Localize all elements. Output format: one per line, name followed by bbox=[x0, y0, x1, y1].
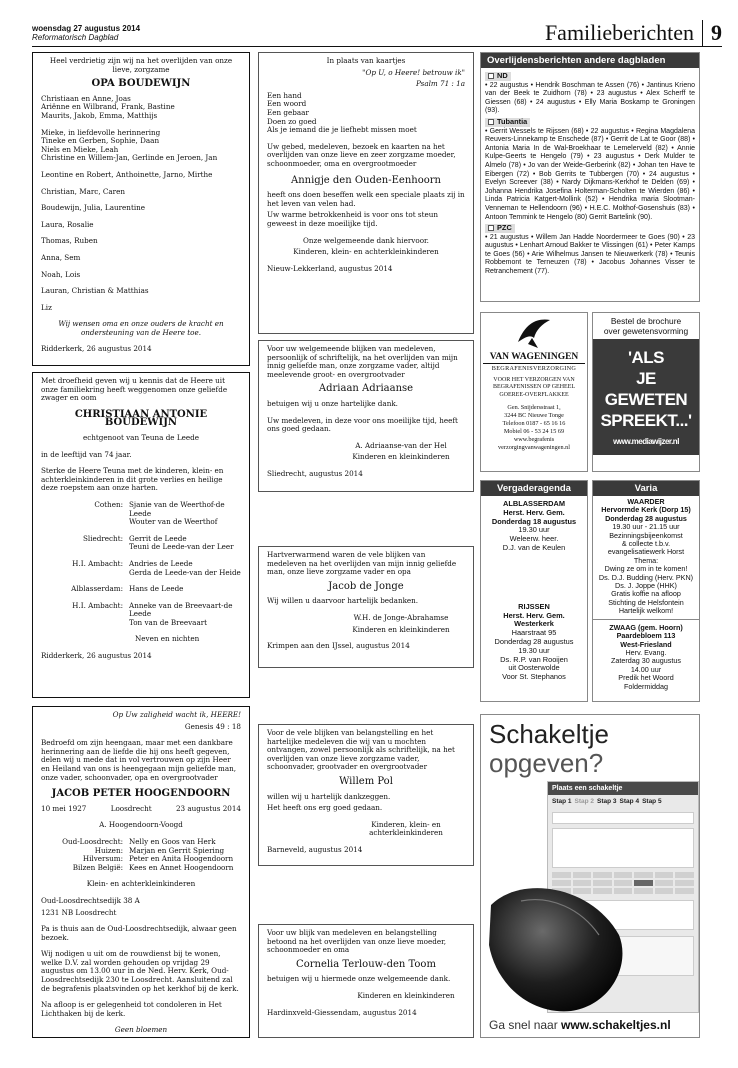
page-number: 9 bbox=[702, 20, 722, 46]
thanks-line: Het heeft ons erg goed gedaan. bbox=[267, 803, 383, 813]
varia-region: West-Friesland bbox=[620, 639, 672, 649]
notice-footer: Ridderkerk, 26 augustus 2014 bbox=[41, 344, 152, 354]
family-line: Niels en Mieke, Leah bbox=[41, 144, 119, 154]
company-desc: VOOR HET VERZORGEN VAN bbox=[493, 377, 575, 383]
agenda-speaker: Weleerw. heer. bbox=[509, 534, 559, 544]
schakeltjes-url[interactable]: www.schakeltjes.nl bbox=[561, 1018, 671, 1032]
brochure-line: over gewetensvorming bbox=[603, 326, 689, 336]
company-website[interactable]: verzorgingvanwageningen.nl bbox=[498, 444, 570, 452]
ad-headline: Schakeltje bbox=[489, 719, 609, 749]
varia-line: Predik het Woord bbox=[618, 673, 674, 683]
varia-line: 19.30 uur - 21.15 uur bbox=[612, 522, 680, 532]
family-line: Christiaan en Anne, Joas bbox=[41, 93, 131, 103]
agenda-date: Donderdag 18 augustus bbox=[491, 516, 577, 526]
varia-venue: Paardebloem 113 bbox=[616, 631, 676, 641]
thanks-line: betuigen wij u onze hartelijke dank. bbox=[267, 398, 398, 408]
screen-title: Plaats een schakeltje bbox=[548, 782, 698, 795]
home-text: Pa is thuis aan de Oud-Loosdrechtsedijk, alwaar geen bezoek. bbox=[41, 924, 237, 942]
thanks-line: Onze welgemeende dank hiervoor. bbox=[303, 235, 429, 245]
signature: A. Adriaanse-van der Hel bbox=[355, 440, 447, 450]
region-text: • 21 augustus • Willem Jan Hadde Noordermeer te Goes (90) • 23 augustus • Lenhart Arnoud Bakker te Vlissingen (61) • Peter Kamps te Goes (56) • Arie Wilhelmus Jansen te Nieuwerkerk (78) • Teunis Robbemont te Terneuzen (78) • Jacobus Johannes Visser te Retranchement (77). bbox=[485, 233, 695, 276]
thanks-line: Wij willen u daarvoor hartelijk bedanken. bbox=[267, 596, 419, 606]
strength-text: Sterke de Heere Teuna met de kinderen, klein- en achterkleinkinderen in dit grote verlies en heilige deze roepstem aan onze harten. bbox=[41, 466, 224, 493]
relative-place: H.I. Ambacht: bbox=[72, 558, 123, 568]
varia-line: Dwing ze om in te komen! bbox=[604, 564, 688, 574]
region-text: • Gerrit Wessels te Rijssen (68) • 22 augustus • Regina Magdalena Reuvers-Linnekamp te Enschede (87) • Gerrit de Lat te Goor (88) • Antonia Maria In de Wal-Broekhaar te Lemelerveld (82) • Annie Kulpe-Geerts te Hengelo (79) • 23 augustus • Derk Mulder te Almelo (78) • Jo van der Weide-Gerberink (82) • Johan ten Have te Eibergen (72) • Bob Gerrits te Tubbergen (70) • 24 augustus • Evelyn Screever (38) • Nardy Dijkmans-Kerkhof te Delden (69) • Johanna Hendrika Josefina Holterman-Scholten te Wierden (86) • Linda Patricia Katgert-Mollink (52) • Hendrika maria Slootman-Venneman te Hellendoorn (96) • H.E.C. Molthof-Gosenshuis (83) • Antoon Temmink te Hengelo (80) Gerrit Bartelink (90). bbox=[485, 127, 695, 221]
signature: Kinderen en kleinkinderen bbox=[352, 452, 450, 462]
bible-verse: "Op U, o Heere! betrouw ik" bbox=[362, 67, 465, 77]
varia-section bbox=[592, 480, 700, 702]
notice-intro: Heel verdrietig zijn wij na het overlijden van onze lieve, zorgzame bbox=[49, 56, 233, 74]
notice-text: Uw gebed, medeleven, bezoek en kaarten na het overlijden van onze lieve en zeer zorgzame moeder, schoonmoeder, oma en overgrootmoeder bbox=[267, 141, 456, 168]
region-label bbox=[485, 72, 511, 81]
thanks-line: willen wij u hartelijk dankzeggen. bbox=[267, 791, 391, 801]
relative-row bbox=[41, 501, 241, 518]
schakeltje-ad bbox=[480, 714, 700, 1038]
agenda-place: ALBLASSERDAM bbox=[503, 499, 565, 508]
relative-place: Hilversum: bbox=[82, 854, 123, 864]
family-line: Anna, Sem bbox=[41, 252, 81, 262]
relative-row bbox=[41, 585, 241, 594]
dove-logo-icon bbox=[483, 316, 585, 352]
varia-line: Hartelijk welkom! bbox=[618, 606, 674, 616]
agenda-item bbox=[481, 496, 587, 553]
poem-line: Een gebaar bbox=[267, 107, 309, 117]
slogan-line: JE bbox=[636, 369, 656, 388]
agenda-date: Donderdag 28 augustus bbox=[494, 636, 574, 646]
relative-place: Cothen: bbox=[94, 499, 123, 509]
varia-line: Foldermiddag bbox=[624, 681, 668, 691]
step-tab[interactable]: Stap 1 bbox=[552, 798, 572, 805]
other-newspapers-sidebar bbox=[480, 52, 700, 302]
nephews-line: Neven en nichten bbox=[135, 634, 200, 644]
ad-footer bbox=[481, 1013, 699, 1037]
relative-row bbox=[41, 518, 241, 527]
agenda-time: 19.30 uur bbox=[518, 645, 550, 655]
notice-text: heeft ons doen beseffen welk een speciale plaats zij in het leven van velen had. bbox=[267, 190, 465, 208]
deceased-name: Willem Pol bbox=[339, 775, 393, 787]
notice-text: Voor uw blijk van medeleven en belangstelling betoond na het overlijden van onze lieve moeder, schoonmoeder en oma bbox=[267, 928, 447, 955]
varia-line: Bezinningsbijeenkomst bbox=[609, 530, 683, 540]
mediawijzer-url[interactable]: www.mediawijzer.nl bbox=[613, 437, 679, 446]
signature: Kinderen, klein- en achterkleinkinderen bbox=[369, 819, 443, 838]
mediawijzer-ad bbox=[592, 312, 700, 472]
family-line: Thomas, Ruben bbox=[41, 236, 98, 246]
company-address: 3244 BC Nieuwe Tonge bbox=[504, 412, 564, 420]
relative-name: Gerrit de Leede bbox=[129, 533, 187, 543]
agenda-title: Vergaderagenda bbox=[481, 481, 587, 496]
deceased-name: Adriaan Adriaanse bbox=[318, 383, 414, 395]
company-mobile: Mobiel 06 - 53 24 15 69 bbox=[503, 428, 565, 436]
company-name: VAN WAGENINGEN bbox=[483, 352, 585, 364]
notice-text: Voor uw welgemeende blijken van medeleven, persoonlijk of schriftelijk, na het overlijden van mijn innig geliefde man, onze zorgzame vader, altijd meelevende groot- en overgrootvader bbox=[267, 344, 458, 379]
notice-jacob-hoogendoorn bbox=[32, 706, 250, 1038]
relative-name: Andries de Leede bbox=[129, 558, 193, 568]
company-tagline: BEGRAFENISVERZORGING bbox=[491, 365, 577, 372]
signature: W.H. de Jonge-Abrahamse bbox=[353, 612, 449, 622]
notice-header: In plaats van kaartjes bbox=[326, 56, 406, 65]
relative-place: Oud-Loosdrecht: bbox=[62, 836, 123, 846]
deceased-name: JACOB PETER HOOGENDOORN bbox=[51, 788, 231, 800]
agenda-speaker: Ds. R.P. van Rooijen bbox=[500, 654, 568, 664]
bible-reference: Genesis 49 : 18 bbox=[184, 721, 241, 731]
agenda-speaker: D.J. van de Keulen bbox=[502, 542, 566, 552]
family-line: Liz bbox=[41, 302, 52, 312]
notice-willem-pol bbox=[258, 724, 474, 866]
sidebar-title: Overlijdensberichten andere dagbladen bbox=[481, 53, 699, 68]
varia-date: Donderdag 28 augustus bbox=[605, 513, 687, 523]
notice-text: Uw medeleven, in deze voor ons moeilijke tijd, heeft ons goed gedaan. bbox=[267, 415, 458, 434]
relative-name: Hans de Leede bbox=[129, 584, 184, 594]
checkbox-icon bbox=[488, 73, 494, 79]
family-line: Christian, Marc, Caren bbox=[41, 186, 126, 196]
relative-name: Peter en Anita Hoogendoorn bbox=[129, 854, 234, 864]
region-label bbox=[485, 118, 530, 127]
notice-footer: Krimpen aan den IJssel, augustus 2014 bbox=[267, 641, 410, 651]
relatives-list bbox=[41, 501, 241, 628]
family-line: Lauran, Christian & Matthias bbox=[41, 286, 149, 296]
notice-footer: Nieuw-Lekkerland, augustus 2014 bbox=[267, 263, 393, 273]
brochure-line: Bestel de brochure bbox=[610, 316, 682, 326]
relative-name: Anneke van de Breevaart-de Leede bbox=[129, 600, 233, 619]
agenda-church: Herst. Herv. Gem. bbox=[503, 610, 565, 620]
family-line: Tineke en Gerben, Sophie, Daan bbox=[41, 136, 160, 146]
relative-place bbox=[41, 569, 129, 578]
region-block bbox=[481, 68, 699, 279]
family-list bbox=[41, 95, 241, 313]
deceased-name: Cornelia Terlouw-den Toom bbox=[296, 958, 436, 970]
death-date: 23 augustus 2014 bbox=[175, 803, 241, 813]
relative-place: Huizen: bbox=[94, 845, 123, 855]
company-phone: Telefoon 0187 - 65 16 16 bbox=[502, 420, 566, 428]
checkbox-icon bbox=[488, 225, 494, 231]
region-name: PZC bbox=[497, 223, 512, 233]
slogan-panel bbox=[593, 339, 699, 455]
varia-place: ZWAAG (gem. Hoorn) bbox=[609, 622, 683, 632]
header-rule bbox=[32, 46, 722, 47]
company-desc: GOEREE-OVERFLAKKEE bbox=[499, 391, 569, 398]
checkbox-icon bbox=[488, 119, 494, 125]
relative-name: Ton van de Breevaart bbox=[129, 617, 208, 627]
relative-name: Gerda de Leede-van der Heide bbox=[129, 567, 241, 577]
varia-line: Ds. D.J. Budding (Herv. PKN) bbox=[598, 572, 694, 582]
form-field[interactable] bbox=[552, 812, 694, 824]
varia-line: Stichting de Helsfontein bbox=[608, 597, 684, 607]
relative-place: Alblasserdam: bbox=[71, 584, 123, 594]
relative-name: Kees en Annet Hoogendoorn bbox=[129, 862, 234, 872]
section-title: Familieberichten bbox=[544, 20, 694, 45]
page-header-right bbox=[545, 20, 722, 46]
notice-intro: Met droefheid geven wij u kennis dat de Heere uit onze familiekring heeft weggenomen onze geliefde zwager en oom bbox=[41, 376, 228, 403]
brochure-header bbox=[593, 313, 699, 339]
family-line: Ariënne en Wilbrand, Frank, Bastine bbox=[41, 102, 175, 112]
bible-verse: Op Uw zaligheid wacht ik, HEERE! bbox=[112, 710, 241, 719]
relative-place: Bilzen België: bbox=[72, 862, 123, 872]
step-tab[interactable]: Stap 3 bbox=[597, 798, 617, 805]
relative-name: Wouter van de Weerthof bbox=[129, 517, 218, 527]
company-address: Gen. Snijdersstraat 1, bbox=[507, 404, 561, 412]
poem-line: Een hand bbox=[267, 90, 302, 100]
relative-place: H.I. Ambacht: bbox=[72, 600, 123, 610]
address-line: 1231 NB Loosdrecht bbox=[41, 907, 117, 917]
footer-text: Ga snel naar bbox=[489, 1018, 562, 1032]
birth-date: 10 mei 1927 bbox=[41, 803, 87, 813]
poem-line: Een woord bbox=[267, 99, 307, 109]
newspaper-name: Reformatorisch Dagblad bbox=[32, 33, 119, 42]
signature: Kinderen, klein- en achterkleinkinderen bbox=[293, 247, 439, 257]
issue-date: woensdag 27 augustus 2014 bbox=[32, 24, 141, 33]
varia-line: Herv. Evang. bbox=[625, 647, 667, 657]
step-bar bbox=[548, 795, 698, 808]
computer-mouse-icon bbox=[481, 865, 631, 1015]
varia-line: 14.00 uur bbox=[630, 664, 662, 674]
birth-place: Loosdrecht bbox=[110, 803, 152, 813]
varia-line: Ds. J. Joppe (HHK) bbox=[615, 581, 677, 591]
notice-annigje-den-ouden bbox=[258, 52, 474, 334]
relative-row bbox=[41, 569, 241, 578]
spouse-line: A. Hoogendoorn-Voogd bbox=[99, 820, 183, 830]
varia-place: WAARDER bbox=[627, 497, 665, 506]
page-header-left bbox=[32, 24, 140, 42]
agenda-church: Herst. Herv. Gem. bbox=[503, 507, 565, 517]
notice-intro: Bedroefd om zijn heengaan, maar met een dankbare herinnering aan de liefde die hij ons heeft gegeven, delen wij u mede dat in vol vertrouwen op zijn Heer en Heiland van ons is heengegaan mijn geliefde man, onze vader, schoonvader, opa en overgrootvader bbox=[41, 738, 237, 782]
family-line: Christine en Willem-Jan, Gerlinde en Jeroen, Jan bbox=[41, 153, 218, 163]
varia-title: Varia bbox=[593, 481, 699, 496]
varia-item bbox=[593, 496, 699, 616]
varia-line: & collecte t.b.v. bbox=[621, 539, 671, 549]
agenda-speaker: uit Oosterwolde bbox=[508, 663, 560, 673]
notice-footer: Barneveld, augustus 2014 bbox=[267, 844, 363, 854]
deceased-name: CHRISTIAAN ANTONIE BOUDEWIJN bbox=[74, 408, 208, 429]
notice-footer: Hardinxveld-Giessendam, augustus 2014 bbox=[267, 1007, 417, 1017]
family-line: Laura, Rosalie bbox=[41, 219, 94, 229]
step-tab[interactable]: Stap 5 bbox=[642, 798, 662, 805]
condolence-text: Na afloop is er gelegenheid tot condoleren in Het Lichthaken bij de kerk. bbox=[41, 1000, 222, 1018]
slogan-line: GEWETEN bbox=[604, 390, 688, 409]
meeting-agenda bbox=[480, 480, 588, 702]
age-line: in de leeftijd van 74 jaar. bbox=[41, 449, 132, 459]
varia-item bbox=[593, 619, 699, 691]
address-line: Oud-Loosdrechtsedijk 38 A bbox=[41, 895, 140, 905]
agenda-time: 19.30 uur bbox=[518, 525, 550, 535]
poem bbox=[267, 92, 465, 135]
relative-name: Marjan en Gerrit Spiering bbox=[129, 845, 225, 855]
varia-line: Thema: bbox=[633, 555, 659, 565]
relative-row bbox=[41, 602, 241, 619]
notice-quote: Wij wensen oma en onze ouders de kracht en ondersteuning van de Heere toe. bbox=[58, 319, 224, 337]
grandchildren-line: Klein- en achterkleinkinderen bbox=[86, 879, 196, 889]
family-line: Mieke, in liefdevolle herinnering bbox=[41, 127, 161, 137]
varia-line: Zaterdag 30 augustus bbox=[611, 656, 681, 666]
region-text: • 22 augustus • Hendrik Boschman te Assen (76) • Jantinus Krieno van der Beek te Zuidhorn (78) • 23 augustus • Alex Scherff te Giessen (68) • 24 augustus • Elly Maria Boskamp te Groningen (93). bbox=[485, 81, 695, 115]
signature: Kinderen en kleinkinderen bbox=[352, 624, 450, 634]
relative-row bbox=[41, 864, 241, 873]
notice-footer: Sliedrecht, augustus 2014 bbox=[267, 468, 363, 478]
family-line: Noah, Lois bbox=[41, 269, 81, 279]
family-line: Boudewijn, Julia, Laurentine bbox=[41, 203, 146, 213]
notice-text: Uw warme betrokkenheid is voor ons tot steun geweest in deze moeilijke tijd. bbox=[267, 210, 439, 228]
notice-christiaan-boudewijn bbox=[32, 372, 250, 698]
relative-row bbox=[41, 543, 241, 552]
varia-venue: Hervormde Kerk (Dorp 15) bbox=[601, 505, 691, 515]
spouse-line: echtgenoot van Teuna de Leede bbox=[83, 432, 199, 442]
agenda-note: Voor St. Stephanos bbox=[502, 672, 566, 682]
poem-line: Als je iemand die je liefhebt missen moet bbox=[267, 125, 417, 135]
region-name: ND bbox=[497, 71, 508, 80]
poem-line: Doen zo goed bbox=[267, 116, 317, 126]
notice-text: Voor de vele blijken van belangstelling en het hartelijke medeleven die wij van u mochten ontvangen, zowel persoonlijk als schriftelijk, na het overlijden van onze lieve zorgzame vader, schoonvader, grootvader en overgrootvader bbox=[267, 728, 455, 772]
slogan-line: 'ALS bbox=[627, 348, 665, 367]
company-website[interactable]: www.begrafenis bbox=[513, 436, 555, 444]
signature: Kinderen en kleinkinderen bbox=[357, 990, 455, 1000]
notice-opa-boudewijn bbox=[32, 52, 250, 366]
notice-jacob-de-jonge bbox=[258, 546, 474, 668]
deceased-name: OPA BOUDEWIJN bbox=[91, 78, 191, 90]
relative-name: Teuni de Leede-van der Leer bbox=[129, 542, 234, 552]
deceased-name: Jacob de Jonge bbox=[328, 580, 404, 592]
deceased-name: Annigje den Ouden-Eenhoorn bbox=[291, 174, 441, 186]
notice-text: Hartverwarmend waren de vele blijken van medeleven na het overlijden van mijn innig geliefde man, onze lieve zorgzame vader en opa bbox=[267, 550, 457, 577]
family-line: Leontine en Robert, Anthoinette, Jarno, Mirthe bbox=[41, 169, 213, 179]
agenda-venue: Westerkerk bbox=[514, 619, 554, 629]
step-tab[interactable]: Stap 2 bbox=[574, 798, 595, 805]
step-tab[interactable]: Stap 4 bbox=[619, 798, 640, 805]
life-dates bbox=[41, 805, 241, 814]
company-desc: BEGRAFENISSEN OP GEHEEL bbox=[492, 384, 576, 391]
thanks-line: betuigen wij u hiermede onze welgemeende dank. bbox=[267, 974, 451, 984]
notice-adriaan-adriaanse bbox=[258, 340, 474, 492]
region-label bbox=[485, 224, 515, 233]
agenda-place: RIJSSEN bbox=[518, 601, 550, 611]
agenda-address: Haarstraat 95 bbox=[511, 628, 557, 638]
van-wageningen-ad bbox=[480, 312, 588, 472]
ad-subheadline: opgeven? bbox=[489, 748, 604, 778]
bible-reference: Psalm 71 : 1a bbox=[415, 79, 465, 89]
relative-place bbox=[41, 543, 129, 552]
notice-cornelia-terlouw bbox=[258, 924, 474, 1038]
agenda-item bbox=[481, 553, 587, 682]
service-text: Wij nodigen u uit om de rouwdienst bij te wonen, welke D.V. zal worden gehouden op vrijdag 29 augustus om 13.00 uur in de Ned. Herv. Kerk, Oud-Loosdrechtsedijk 230 te Loosdrecht. Aansluitend zal de begrafenis plaatsvinden op het kerkhof bij de kerk. bbox=[41, 949, 239, 993]
notice-footer: Ridderkerk, 26 augustus 2014 bbox=[41, 651, 152, 661]
region-name: Tubantia bbox=[497, 116, 528, 126]
varia-line: Gratis koffie na afloop bbox=[611, 589, 681, 599]
slogan-line: SPREEKT...' bbox=[600, 411, 692, 430]
relative-name: Nelly en Goos van Herk bbox=[129, 836, 216, 846]
form-textarea[interactable] bbox=[552, 828, 694, 868]
relative-place bbox=[41, 518, 129, 527]
relative-place bbox=[41, 619, 129, 628]
varia-line: evangelisatiewerk Horst bbox=[607, 547, 685, 557]
relative-row bbox=[41, 619, 241, 628]
flowers-text: Geen bloemen bbox=[114, 1025, 168, 1035]
family-line: Maurits, Jakob, Emma, Matthijs bbox=[41, 110, 158, 120]
relative-name: Sjanie van de Weerthof-de Leede bbox=[129, 499, 225, 518]
relative-place: Sliedrecht: bbox=[82, 533, 123, 543]
